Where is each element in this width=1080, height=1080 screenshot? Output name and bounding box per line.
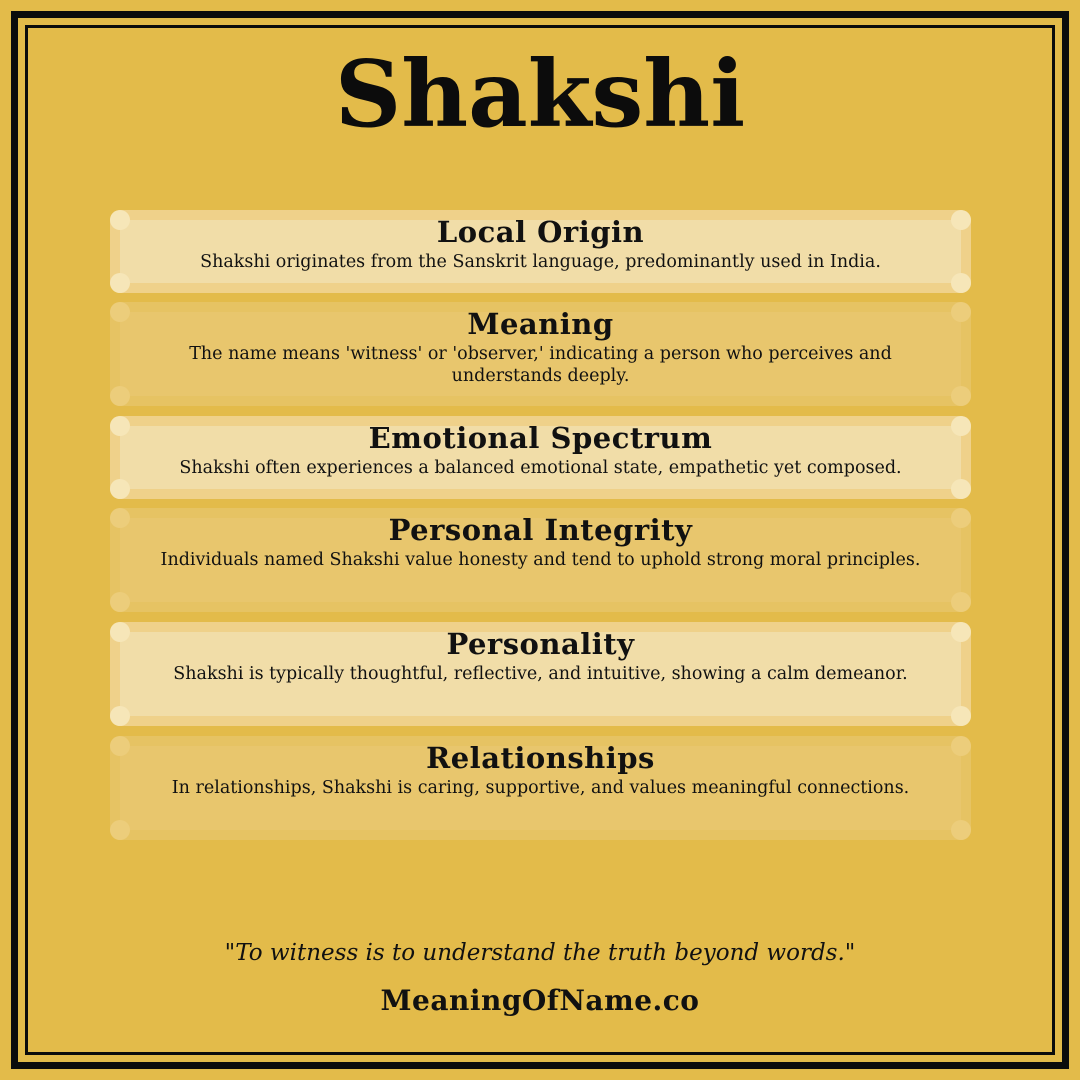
card-personal-integrity: [110, 508, 971, 612]
card-heading: Personality: [446, 627, 635, 661]
card-text: Shakshi often experiences a balanced emotional state, empathetic yet composed.: [179, 458, 902, 478]
card-heading: Meaning: [467, 307, 614, 341]
card-text: Individuals named Shakshi value honesty and tend to uphold strong moral principles.: [160, 550, 921, 570]
card-local-origin: [110, 210, 971, 293]
card-heading: Local Origin: [436, 215, 645, 249]
card-text: The name means 'witness' or 'observer,' indicating a person who perceives and understands deeply.: [189, 344, 892, 386]
card-heading: Emotional Spectrum: [368, 421, 713, 455]
card-emotional-spectrum: [110, 416, 971, 499]
card-heading: Relationships: [426, 741, 655, 775]
quote-text: "To witness is to understand the truth beyond words.": [224, 940, 856, 966]
card-heading: Personal Integrity: [388, 513, 693, 547]
page-title: Shakshi: [334, 40, 746, 148]
card-text: Shakshi is typically thoughtful, reflective, and intuitive, showing a calm demeanor.: [173, 664, 908, 684]
card-personality: [110, 622, 971, 726]
card-relationships: [110, 736, 971, 840]
brand-footer: MeaningOfName.co: [380, 984, 700, 1017]
card-meaning: [110, 302, 971, 406]
card-text: Shakshi originates from the Sanskrit language, predominantly used in India.: [200, 252, 881, 272]
card-text: In relationships, Shakshi is caring, supportive, and values meaningful connections.: [171, 778, 910, 798]
